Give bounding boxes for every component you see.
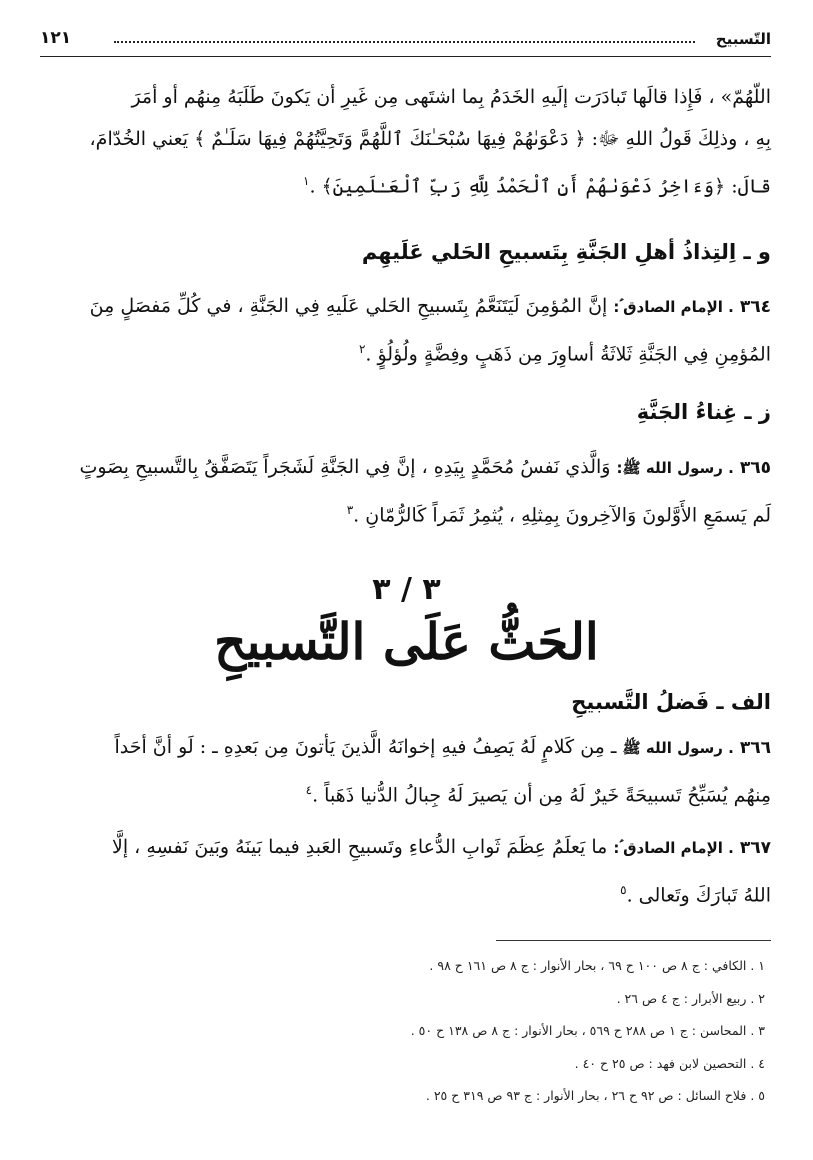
footnote-marker-5: ٥ [620, 883, 627, 897]
page-number: ١٢١ [40, 28, 72, 48]
hadith-367-text-2: اللهُ تَبارَكَ وتَعالى . [626, 884, 771, 907]
hadith-365-speaker: . رسول الله ﷺ: [616, 459, 734, 477]
hadith-366 [40, 726, 771, 816]
running-header [40, 28, 771, 52]
header-book-title: التّسبيح [715, 30, 771, 48]
footnote-3: ٣ . المحاسن : ج ١ ص ٢٨٨ ح ٥٦٩ ، بحار الأنوار : ج ٨ ص ١٣٨ ح ٥٠ . [410, 1023, 765, 1038]
footnote-marker-4: ٤ [305, 783, 313, 797]
footnotes [100, 950, 765, 1113]
hadith-364-speaker: . الإمام الصادق ؑ: [613, 298, 734, 316]
hadith-366-text-1: ـ مِن كَلامٍ لَهُ يَصِفُ فيهِ إخوانَهُ الَّذينَ يَأتونَ مِن بَعدِهِ ـ : لَو أنَّ أحَداً [114, 736, 617, 758]
footnote-5: ٥ . فلاح السائل : ص ٩٢ ح ٢٦ ، بحار الأنوار : ج ٩٣ ص ٣١٩ ح ٢٥ . [425, 1088, 765, 1103]
chapter-title: الحَثُّ عَلَى التَّسبيحِ [214, 612, 599, 671]
hadith-364-text-1: إنَّ المُؤمِنَ لَيَتَنَعَّمُ بِتَسبيحِ الحَلي عَلَيهِ فِي الجَنَّةِ ، في كُلِّ مَفصَلٍ مِنَ [89, 295, 608, 317]
hadith-365-text-1: وَالَّذي نَفسُ مُحَمَّدٍ بِيَدِهِ ، إنَّ فِي الجَنَّةِ لَشَجَراً يَتَصَفَّقُ بِالتَّسبيحِ بِصَوتٍ [79, 456, 611, 478]
intro-paragraph [40, 76, 771, 207]
footnote-marker-3: ٣ [346, 503, 354, 517]
hadith-364-text-2: المُؤمِنِ فِي الجَنَّةِ ثَلاثَةُ أساوِرَ مِن ذَهَبٍ وفِضَّةٍ ولُؤلُؤٍ . [365, 343, 771, 366]
intro-line-3-text: قالَ: ﴿وَءَاخِرُ دَعْوَىٰهُمْ أَنِ ٱلْحَمْدُ لِلَّهِ رَبِّ ٱلْعَـٰلَمِينَ﴾ . [309, 175, 771, 198]
section-heading-waw: و ـ اِلتِذاذُ أهلِ الجَنَّةِ بِتَسبيحِ الحَلي عَلَيهِم [361, 240, 771, 264]
hadith-367-text-1: ما يَعلَمُ عِظَمَ ثَوابِ الدُّعاءِ وتَسبيحِ العَبدِ فيما بَينَهُ وبَينَ نَفسِهِ ، إلَّا [112, 836, 608, 858]
header-rule [40, 56, 771, 57]
hadith-365 [40, 446, 771, 536]
header-dot-leader [114, 41, 695, 43]
footnote-1: ١ . الكافي : ج ٨ ص ١٠٠ ح ٦٩ ، بحار الأنوار : ج ٨ ص ١٦١ ح ٩٨ . [429, 958, 765, 973]
hadith-366-line-1 [40, 726, 771, 769]
footnote-marker-1: ١ [303, 174, 310, 188]
hadith-366-speaker: . رسول الله ﷺ [622, 739, 734, 757]
hadith-367-line-1 [40, 826, 771, 869]
hadith-364-line-2 [40, 328, 771, 375]
hadith-367 [40, 826, 771, 916]
hadith-367-line-2 [40, 869, 771, 916]
section-heading-alef: الف ـ فَضلُ التَّسبيحِ [571, 690, 771, 714]
hadith-366-line-2 [40, 769, 771, 816]
section-heading-zay: ز ـ غِناءُ الجَنَّةِ [636, 400, 771, 424]
hadith-365-line-2 [40, 489, 771, 536]
section-number: ٣ / ٣ [372, 572, 441, 607]
intro-line-3 [40, 160, 771, 207]
intro-line-1: اللّهُمّ» ، فَإِذا قالَها تَبادَرَت إلَيهِ الخَدَمُ بِما اشتَهى مِن غَيرِ أن يَكونَ طَلَبَهُ مِنهُم أو أمَرَ [131, 86, 771, 108]
hadith-364-number: ٣٦٤ [739, 297, 771, 317]
footnote-separator [496, 940, 771, 941]
footnote-marker-2: ٢ [358, 342, 366, 356]
hadith-367-number: ٣٦٧ [739, 838, 771, 858]
hadith-365-line-1 [40, 446, 771, 489]
footnote-2: ٢ . ربيع الأبرار : ج ٤ ص ٢٦ . [616, 990, 765, 1006]
hadith-365-text-2: لَم يَسمَعِ الأَوَّلونَ وَالآخِرونَ بِمِثلِهِ ، يُثمِرُ ثَمَراً كَالرُّمّانِ . [353, 504, 771, 527]
hadith-364-line-1 [40, 285, 771, 328]
intro-line-2: بِهِ ، وذلِكَ قَولُ اللهِ ﷻ: ﴿ دَعْوَىٰهُمْ فِيهَا سُبْحَـٰنَكَ ٱللَّهُمَّ وَتَحِيَّتُهُمْ فِيهَا سَلَـٰمٌ ﴾ يَعني الخُدّامَ، [89, 128, 771, 150]
hadith-367-speaker: . الإمام الصادق ؑ: [613, 839, 734, 857]
hadith-365-number: ٣٦٥ [739, 458, 771, 478]
hadith-364 [40, 285, 771, 375]
hadith-366-text-2: مِنهُم يُسَبِّحُ تَسبيحَةً خَيرٌ لَهُ مِن أن يَصيرَ لَهُ جِبالُ الدُّنيا ذَهَباً . [312, 784, 771, 807]
hadith-366-number: ٣٦٦ [739, 738, 771, 758]
footnote-4: ٤ . التحصين لابن فهد : ص ٢٥ ح ٤٠ . [574, 1055, 765, 1071]
